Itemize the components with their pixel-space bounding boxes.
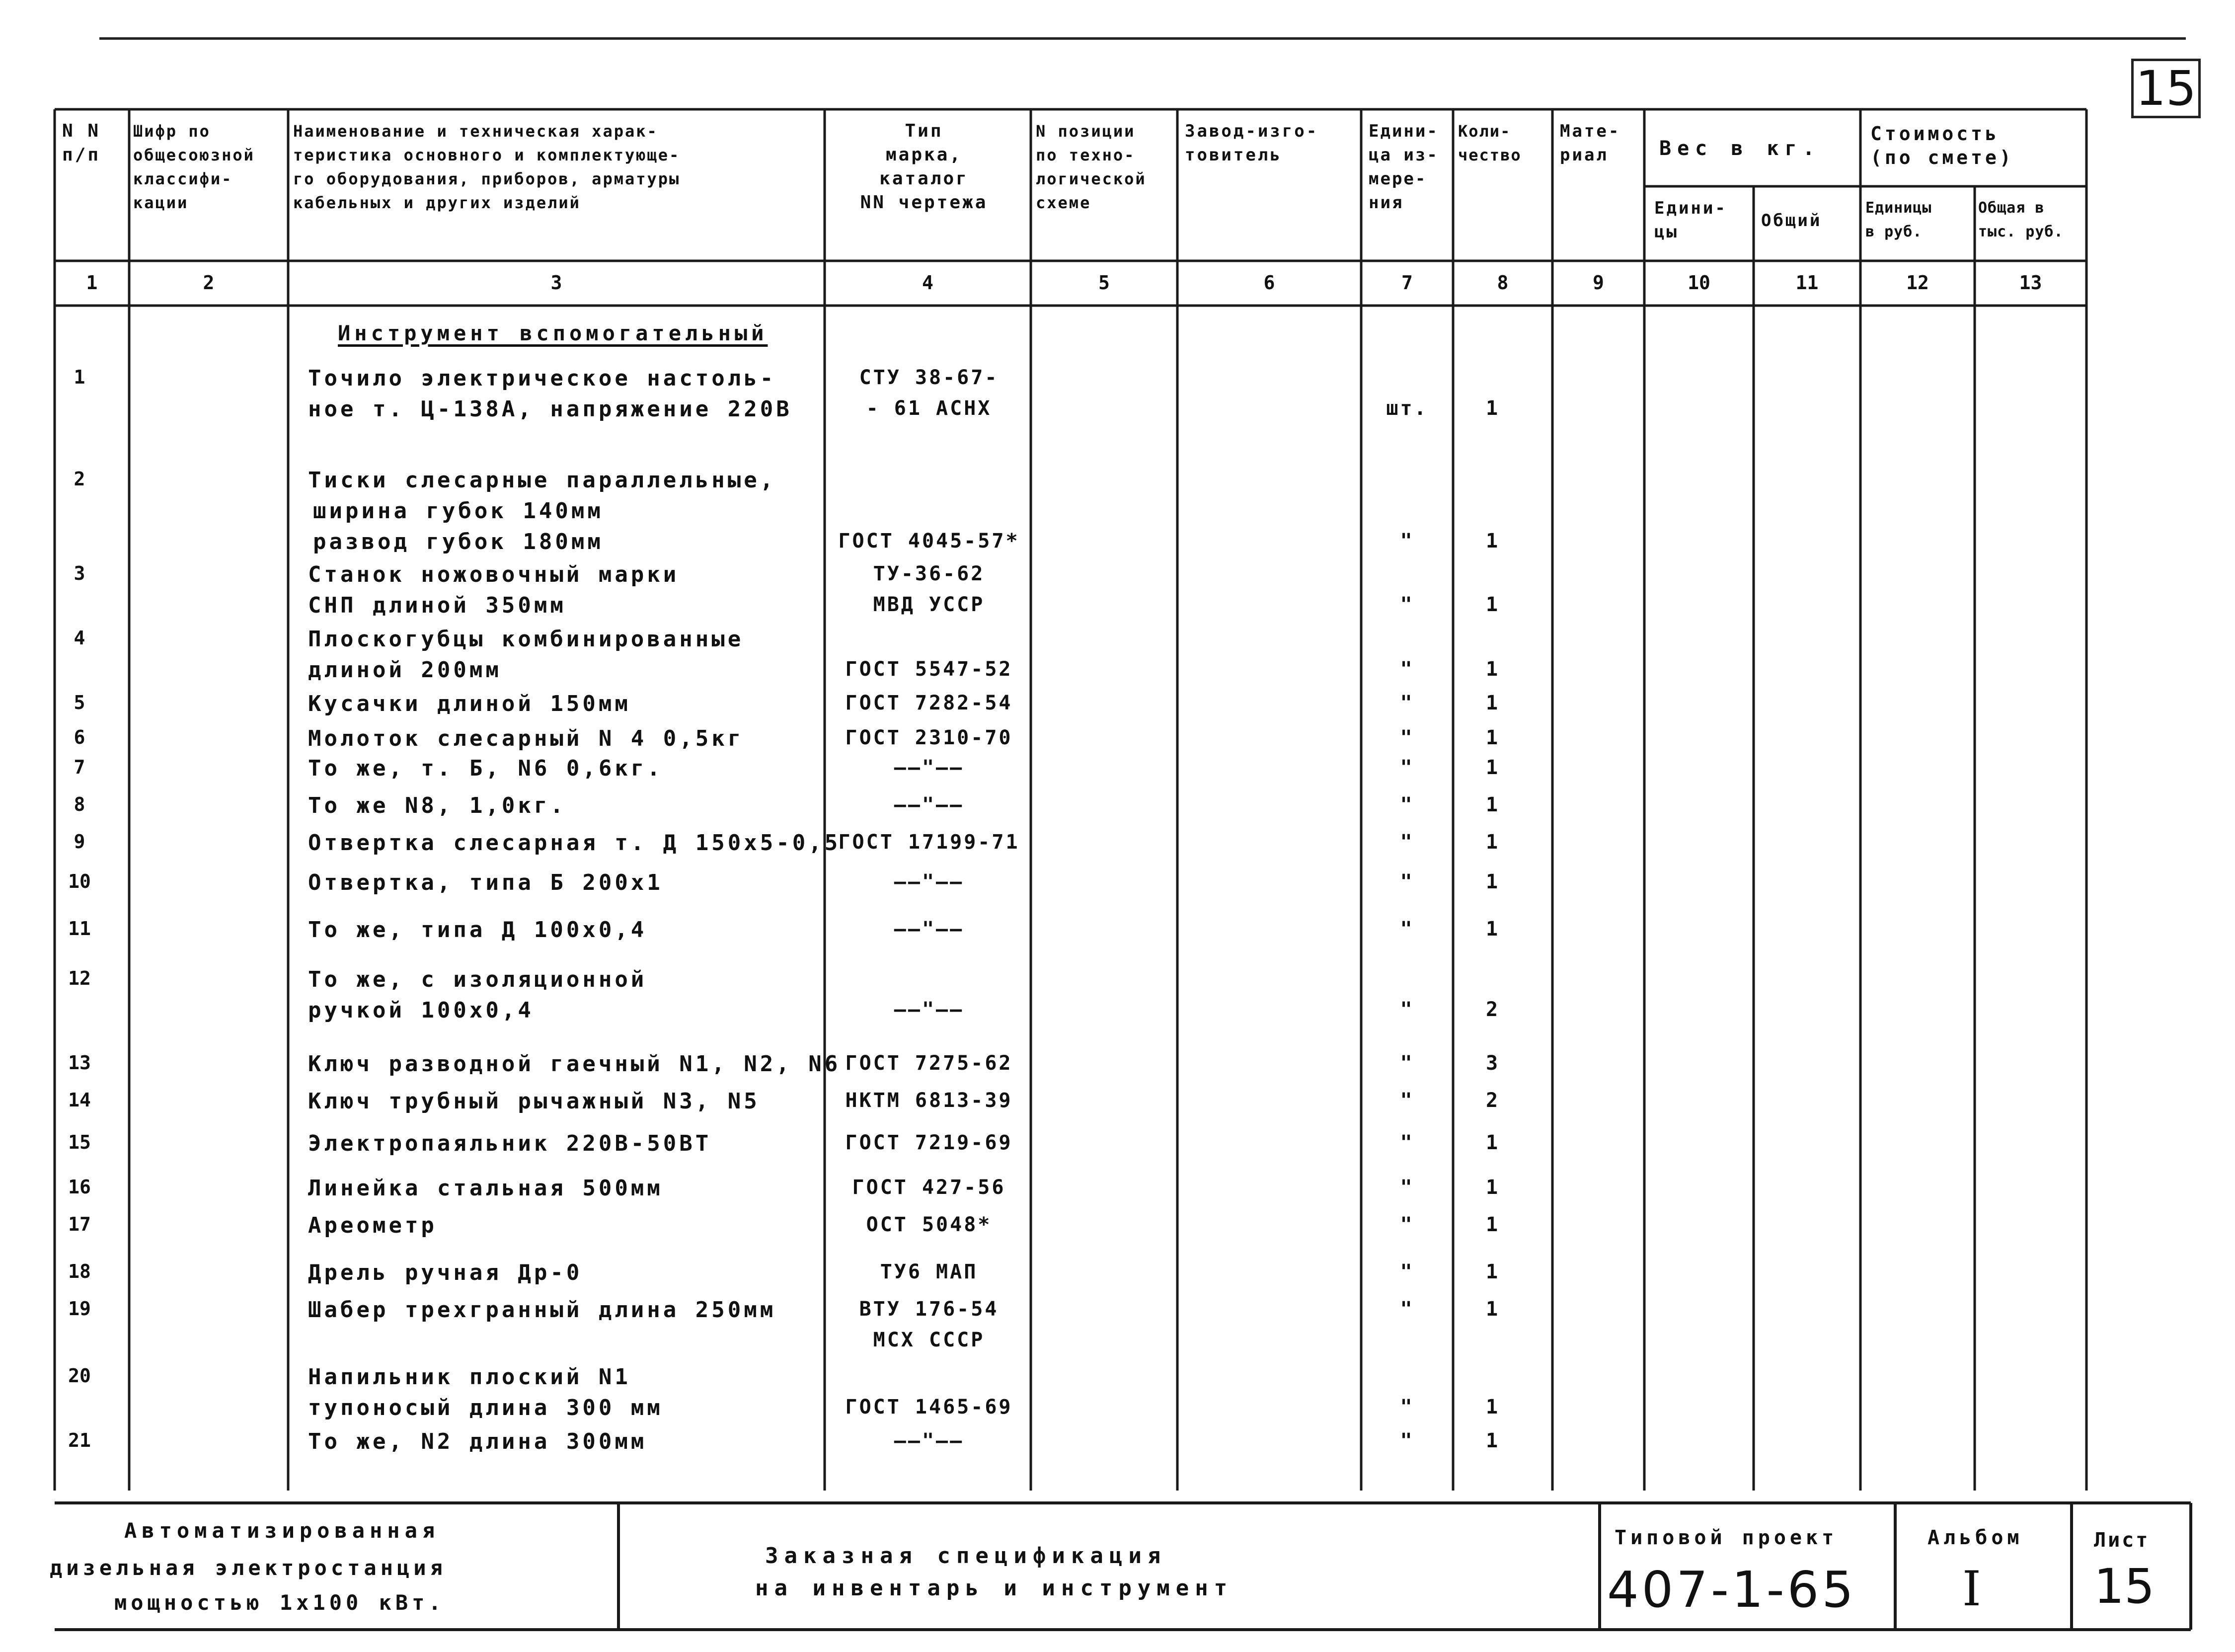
item-name-line: Плоскогубцы комбинированные xyxy=(308,627,744,652)
item-type-line: ——"—— xyxy=(894,998,964,1021)
item-type-line: - 61 АСНХ xyxy=(866,397,992,420)
item-quantity: 1 xyxy=(1485,831,1500,854)
item-name-line: ширина губок 140мм xyxy=(313,498,604,524)
item-name-line: Отвертка слесарная т. Д 150х5-0,5 xyxy=(308,830,841,856)
section-title: Инструмент вспомогательный xyxy=(338,321,768,345)
title-object-line-3: мощностью 1х100 кВт. xyxy=(114,1590,445,1615)
item-name-line: Точило электрическое настоль- xyxy=(308,366,776,391)
item-name-line: Ключ трубный рычажный N3, N5 xyxy=(308,1089,760,1114)
col-number-1: 1 xyxy=(86,272,98,294)
item-type-line: ГОСТ 427-56 xyxy=(852,1176,1006,1199)
item-name-line: Ареометр xyxy=(308,1213,437,1238)
item-type-line: ——"—— xyxy=(894,756,964,779)
album-number: I xyxy=(1962,1561,1981,1617)
item-type-line: ——"—— xyxy=(894,793,964,816)
header-material: Мате- риал xyxy=(1560,121,1621,165)
header-manufacturer: Завод-изго- товитель xyxy=(1185,121,1319,165)
item-name-line: То же, типа Д 100х0,4 xyxy=(308,917,647,943)
header-cost: Стоимость (по смете) xyxy=(1870,123,2014,168)
item-name-line: Линейка стальная 500мм xyxy=(308,1176,663,1201)
item-type-line: ВТУ 176-54 xyxy=(859,1298,999,1321)
item-unit: " xyxy=(1400,918,1414,941)
item-type-line: ТУ-36-62 xyxy=(873,562,985,585)
item-unit: " xyxy=(1400,831,1414,854)
item-name-line: тупоносый длина 300 мм xyxy=(308,1395,663,1420)
item-unit: " xyxy=(1400,998,1414,1021)
header-unit: Едини- ца из- мере- ния xyxy=(1369,121,1439,213)
doc-title-line-1: Заказная спецификация xyxy=(765,1543,1167,1569)
col-number-10: 10 xyxy=(1688,272,1710,294)
item-type-line: ГОСТ 7219-69 xyxy=(845,1131,1013,1154)
item-type-line: ГОСТ 5547-52 xyxy=(845,658,1013,681)
item-unit: " xyxy=(1400,658,1414,681)
item-type-line: ТУ6 МАП xyxy=(880,1260,978,1283)
item-quantity: 1 xyxy=(1485,1213,1500,1236)
item-quantity: 2 xyxy=(1485,998,1500,1021)
album-label: Альбом xyxy=(1927,1526,2023,1549)
item-unit: " xyxy=(1400,1131,1414,1154)
header-classifier-code: Шифр по общесоюзной классифи- кации xyxy=(133,122,255,212)
item-quantity: 1 xyxy=(1485,658,1500,681)
col-number-6: 6 xyxy=(1263,272,1275,294)
item-unit: " xyxy=(1400,1298,1414,1321)
col-number-4: 4 xyxy=(922,272,933,294)
item-unit: " xyxy=(1400,793,1414,816)
row-number: 7 xyxy=(74,756,85,778)
item-name-line: То же, N2 длина 300мм xyxy=(308,1429,647,1454)
row-number: 14 xyxy=(68,1089,91,1111)
header-position: N позиции по техно- логической схеме xyxy=(1036,122,1147,212)
item-quantity: 1 xyxy=(1485,692,1500,714)
col-number-3: 3 xyxy=(550,272,562,294)
row-number: 8 xyxy=(74,793,85,815)
row-number: 17 xyxy=(68,1213,91,1235)
header-name: Наименование и техническая харак- теристика основного и комплектующе- го оборудования, приборов, арматуры кабельных и других изделий xyxy=(293,122,681,212)
item-quantity: 1 xyxy=(1485,1260,1500,1283)
item-name-line: То же, с изоляционной xyxy=(308,967,647,992)
item-type-line: ГОСТ 7275-62 xyxy=(845,1052,1013,1075)
row-number: 5 xyxy=(74,692,85,713)
item-quantity: 1 xyxy=(1485,397,1500,420)
item-name-line: Станок ножовочный марки xyxy=(308,562,680,587)
item-type-line: ГОСТ 4045-57* xyxy=(838,530,1020,552)
item-quantity: 1 xyxy=(1485,793,1500,816)
row-number: 11 xyxy=(68,918,91,940)
col-number-13: 13 xyxy=(2019,272,2042,294)
item-type-line: МСХ СССР xyxy=(873,1329,985,1351)
header-type: Тип марка, каталог NN чертежа xyxy=(860,121,988,213)
item-type-line: ——"—— xyxy=(894,1429,964,1452)
item-type-line: ГОСТ 1465-69 xyxy=(845,1396,1013,1418)
item-name-line: СНП длиной 350мм xyxy=(308,593,566,618)
row-number: 18 xyxy=(68,1260,91,1282)
item-type-line: НКТМ 6813-39 xyxy=(845,1089,1013,1112)
item-name-line: Дрель ручная Др-0 xyxy=(308,1260,583,1285)
item-name-line: Напильник плоский N1 xyxy=(308,1364,631,1390)
item-unit: " xyxy=(1400,1176,1414,1199)
col-number-11: 11 xyxy=(1795,272,1819,294)
item-quantity: 1 xyxy=(1485,530,1500,552)
row-number: 16 xyxy=(68,1176,91,1198)
item-unit: " xyxy=(1400,530,1414,552)
item-unit: " xyxy=(1400,692,1414,714)
item-type-line: ГОСТ 17199-71 xyxy=(838,831,1020,854)
row-number: 4 xyxy=(74,627,85,649)
item-quantity: 3 xyxy=(1485,1052,1500,1075)
item-name-line: Молоток слесарный N 4 0,5кг xyxy=(308,726,744,751)
item-quantity: 1 xyxy=(1485,726,1500,749)
header-quantity: Коли- чество xyxy=(1458,122,1522,164)
row-number: 15 xyxy=(68,1131,91,1153)
item-unit: " xyxy=(1400,1396,1414,1418)
header-cost-unit: Единицы в руб. xyxy=(1865,199,1932,240)
item-quantity: 1 xyxy=(1485,1396,1500,1418)
row-number: 2 xyxy=(74,468,85,490)
item-unit: " xyxy=(1400,870,1414,893)
item-quantity: 1 xyxy=(1485,1298,1500,1321)
row-number: 3 xyxy=(74,562,85,584)
item-type-line: МВД УССР xyxy=(873,593,985,616)
page-number-box: 15 xyxy=(2131,59,2201,118)
header-nn: N N п/п xyxy=(62,121,101,165)
col-number-8: 8 xyxy=(1497,272,1509,294)
row-number: 1 xyxy=(74,366,85,388)
item-quantity: 1 xyxy=(1485,870,1500,893)
row-number: 21 xyxy=(68,1429,91,1451)
item-quantity: 1 xyxy=(1485,1131,1500,1154)
header-weight-unit: Едини- цы xyxy=(1654,198,1727,242)
item-type-line: ОСТ 5048* xyxy=(866,1213,992,1236)
item-unit: " xyxy=(1400,1260,1414,1283)
header-weight-total: Общий xyxy=(1761,211,1822,231)
project-number: 407-1-65 xyxy=(1607,1561,1856,1619)
item-type-line: СТУ 38-67- xyxy=(859,366,999,389)
item-name-line: ное т. Ц-138А, напряжение 220В xyxy=(308,396,792,422)
item-unit: " xyxy=(1400,1089,1414,1112)
title-object-line-2: дизельная электростанция xyxy=(50,1556,447,1580)
item-unit: " xyxy=(1400,756,1414,779)
doc-title-line-2: на инвентарь и инструмент xyxy=(755,1575,1233,1601)
row-number: 6 xyxy=(74,726,85,748)
col-number-7: 7 xyxy=(1401,272,1413,294)
col-number-2: 2 xyxy=(203,272,215,294)
header-weight: Вес в кг. xyxy=(1659,137,1821,160)
col-number-12: 12 xyxy=(1906,272,1929,294)
sheet-number: 15 xyxy=(2094,1559,2155,1614)
item-name-line: Кусачки длиной 150мм xyxy=(308,691,631,716)
title-object-line-1: Автоматизированная xyxy=(124,1518,440,1543)
item-type-line: ——"—— xyxy=(894,918,964,941)
item-name-line: То же, т. Б, N6 0,6кг. xyxy=(308,756,663,781)
item-quantity: 1 xyxy=(1485,918,1500,941)
row-number: 12 xyxy=(68,967,91,989)
item-name-line: развод губок 180мм xyxy=(313,529,604,554)
item-unit: " xyxy=(1400,726,1414,749)
item-type-line: ГОСТ 2310-70 xyxy=(845,726,1013,749)
row-number: 10 xyxy=(68,870,91,892)
row-number: 20 xyxy=(68,1365,91,1387)
item-name-line: Электропаяльник 220В-50ВТ xyxy=(308,1131,712,1156)
col-number-9: 9 xyxy=(1593,272,1604,294)
item-type-line: ГОСТ 7282-54 xyxy=(845,692,1013,714)
item-unit: " xyxy=(1400,593,1414,616)
item-unit: " xyxy=(1400,1052,1414,1075)
sheet-label: Лист xyxy=(2094,1529,2150,1552)
item-unit: шт. xyxy=(1386,397,1428,420)
item-name-line: ручкой 100х0,4 xyxy=(308,998,534,1023)
item-name-line: длиной 200мм xyxy=(308,657,502,683)
item-quantity: 1 xyxy=(1485,756,1500,779)
item-quantity: 2 xyxy=(1485,1089,1500,1112)
item-quantity: 1 xyxy=(1485,1429,1500,1452)
item-unit: " xyxy=(1400,1429,1414,1452)
row-number: 19 xyxy=(68,1298,91,1320)
item-quantity: 1 xyxy=(1485,593,1500,616)
col-number-5: 5 xyxy=(1098,272,1110,294)
project-label: Типовой проект xyxy=(1615,1526,1838,1549)
item-name-line: Отвертка, типа Б 200х1 xyxy=(308,870,663,895)
item-name-line: Тиски слесарные параллельные, xyxy=(308,468,776,493)
row-number: 9 xyxy=(74,831,85,853)
item-type-line: ——"—— xyxy=(894,870,964,893)
item-quantity: 1 xyxy=(1485,1176,1500,1199)
item-name-line: Шабер трехгранный длина 250мм xyxy=(308,1297,776,1323)
item-name-line: Ключ разводной гаечный N1, N2, N6 xyxy=(308,1051,841,1077)
header-cost-total: Общая в тыс. руб. xyxy=(1978,199,2064,240)
row-number: 13 xyxy=(68,1052,91,1074)
item-unit: " xyxy=(1400,1213,1414,1236)
item-name-line: То же N8, 1,0кг. xyxy=(308,793,566,818)
